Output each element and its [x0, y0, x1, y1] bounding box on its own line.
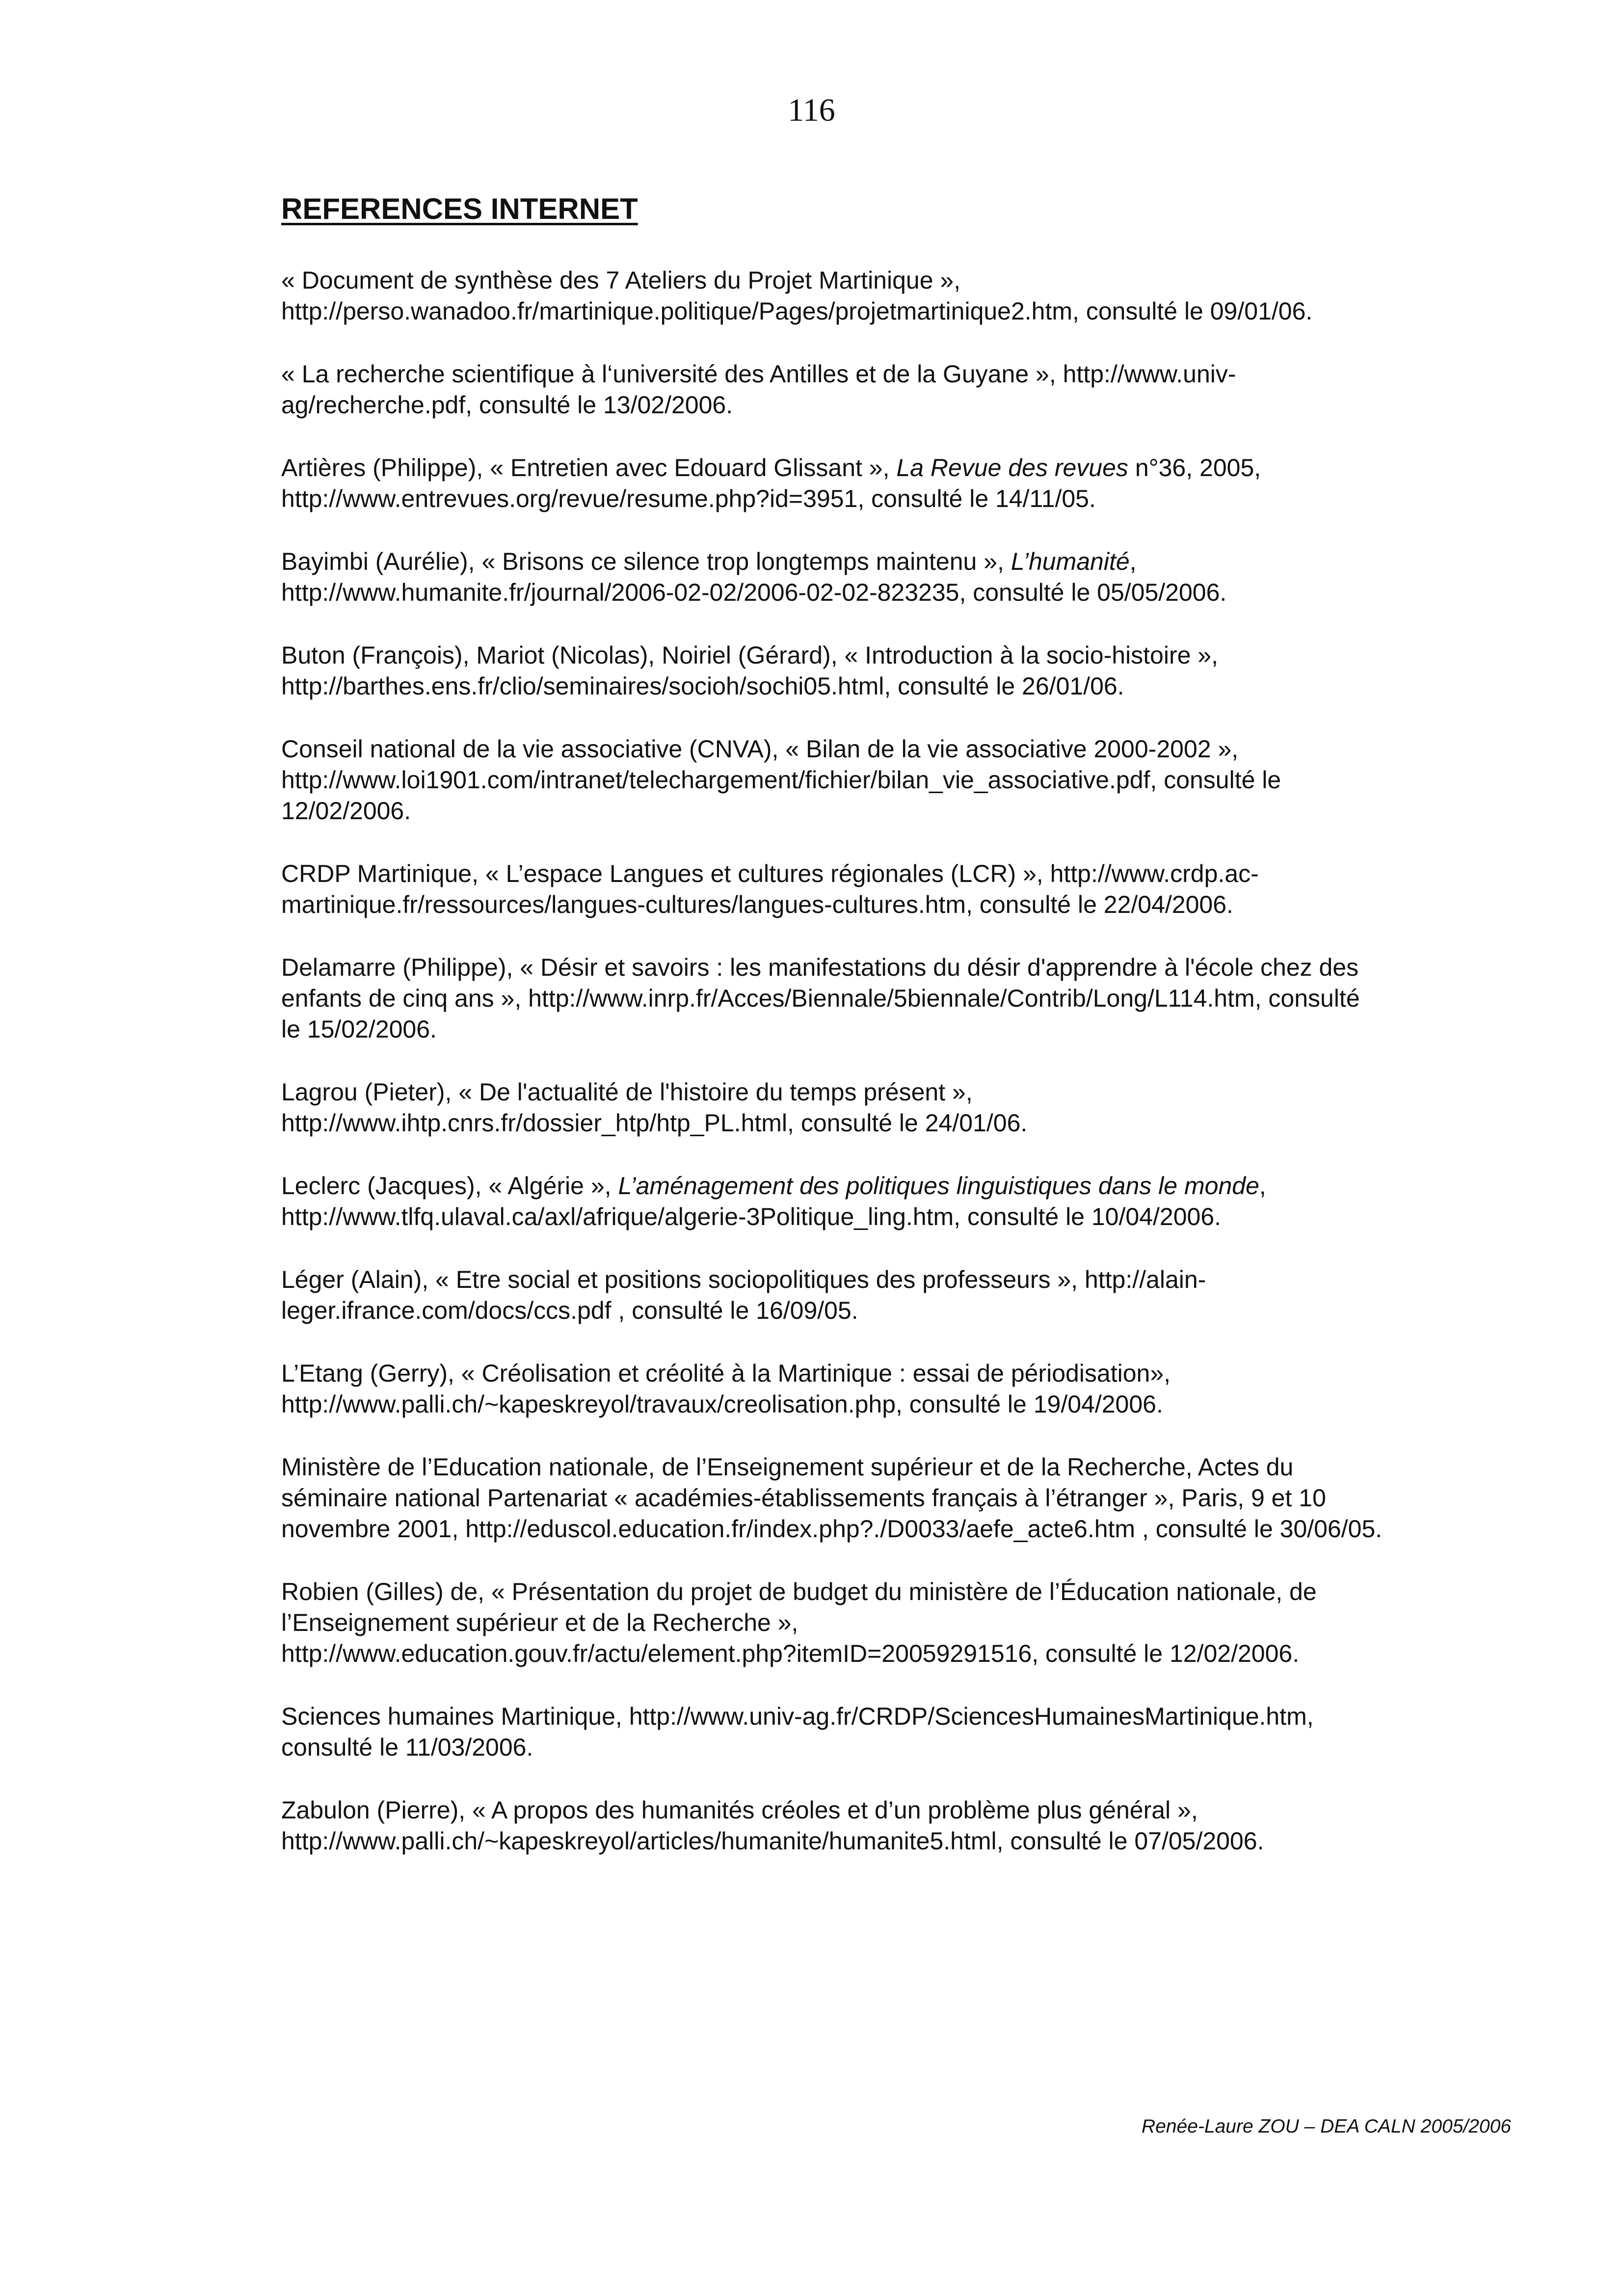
reference-item	[281, 734, 1538, 827]
reference-text: « La recherche scientifique à l‘université des Antilles et de la Guyane », http://www.univ- ag/recherche.pdf, consulté le 13/02/2006.	[281, 360, 1236, 419]
reference-text: n°36, 2005, http://www.entrevues.org/revue/resume.php?id=3951, consulté le 14/11/05.	[281, 454, 1261, 512]
reference-text: Lagrou (Pieter), « De l'actualité de l'histoire du temps présent », http://www.ihtp.cnrs.fr/dossier_htp/htp_PL.html, consulté le 24/01/06.	[281, 1078, 1028, 1137]
reference-item	[281, 858, 1538, 920]
reference-item	[281, 1077, 1538, 1139]
reference-item	[281, 640, 1538, 702]
reference-text: Conseil national de la vie associative (CNVA), « Bilan de la vie associative 2000-2002 », http://www.loi1901.com/intranet/telechargement/fichier/bilan_vie_associative.pdf, consulté le 12/02/2006.	[281, 735, 1281, 825]
page-footer: Renée-Laure ZOU – DEA CALN 2005/2006	[1142, 2116, 1511, 2137]
reference-text: Ministère de l’Education nationale, de l’Enseignement supérieur et de la Recherche, Actes du séminaire national Partenariat « académies-établissements français à l’étranger », Paris, 9 et 10 novembre 2001, http://eduscol.education.fr/index.php?./D0033/aefe_acte6.htm , consulté le 30/06/05.	[281, 1453, 1383, 1543]
reference-item	[281, 1795, 1538, 1857]
page-number: 116	[788, 92, 835, 128]
reference-text: Sciences humaines Martinique, http://www.univ-ag.fr/CRDP/SciencesHumainesMartinique.htm, consulté le 11/03/2006.	[281, 1703, 1314, 1761]
reference-text: Robien (Gilles) de, « Présentation du projet de budget du ministère de l’Éducation nationale, de l’Enseignement supérieur et de la Recherche », http://www.education.gouv.fr/actu/element.php?itemID=20059291516, consulté le 12/02/2006.	[281, 1578, 1317, 1667]
reference-text: , http://www.humanite.fr/journal/2006-02-02/2006-02-02-823235, consulté le 05/05/2006.	[281, 548, 1227, 606]
reference-item	[281, 1452, 1538, 1545]
section-heading: REFERENCES INTERNET	[281, 192, 638, 225]
reference-item	[281, 952, 1538, 1045]
reference-text: Zabulon (Pierre), « A propos des humanités créoles et d’un problème plus général », http://www.palli.ch/~kapeskreyol/articles/humanite/humanite5.html, consulté le 07/05/2006.	[281, 1796, 1264, 1855]
reference-text: , http://www.tlfq.ulaval.ca/axl/afrique/algerie-3Politique_ling.htm, consulté le 10/04/2006.	[281, 1172, 1266, 1230]
reference-text: Delamarre (Philippe), « Désir et savoirs : les manifestations du désir d'apprendre à l'école chez des enfants de cinq ans », http://www.inrp.fr/Acces/Biennale/5biennale/Contrib/Long/L114.htm, consulté le 15/02/2006.	[281, 954, 1360, 1043]
reference-title: L’humanité	[1011, 548, 1130, 575]
reference-text: CRDP Martinique, « L’espace Langues et cultures régionales (LCR) », http://www.crdp.ac- martinique.fr/ressources/langues-cultures/langues-cultures.htm, consulté le 22/04/2006.	[281, 860, 1259, 918]
reference-item	[281, 265, 1538, 327]
reference-item	[281, 1701, 1538, 1763]
reference-text: Buton (François), Mariot (Nicolas), Noiriel (Gérard), « Introduction à la socio-histoire », http://barthes.ens.fr/clio/seminaires/socioh/sochi05.html, consulté le 26/01/06.	[281, 641, 1219, 700]
reference-text: « Document de synthèse des 7 Ateliers du Projet Martinique », http://perso.wanadoo.fr/martinique.politique/Pages/projetmartinique2.htm, consulté le 09/01/06.	[281, 267, 1313, 325]
reference-text: L’Etang (Gerry), « Créolisation et créolité à la Martinique : essai de périodisation», http://www.palli.ch/~kapeskreyol/travaux/creolisation.php, consulté le 19/04/2006.	[281, 1360, 1171, 1418]
reference-item	[281, 1171, 1538, 1232]
reference-text: Artières (Philippe), « Entretien avec Edouard Glissant »,	[281, 454, 897, 481]
reference-item	[281, 1576, 1538, 1669]
reference-item	[281, 1264, 1538, 1326]
reference-list	[281, 265, 1538, 1889]
reference-item	[281, 453, 1538, 514]
reference-text: Leclerc (Jacques), « Algérie »,	[281, 1172, 618, 1200]
reference-item	[281, 546, 1538, 608]
reference-text: Bayimbi (Aurélie), « Brisons ce silence trop longtemps maintenu »,	[281, 548, 1011, 575]
reference-item	[281, 359, 1538, 421]
reference-title: L’aménagement des politiques linguistiques dans le monde	[618, 1172, 1259, 1200]
reference-item	[281, 1358, 1538, 1420]
reference-title: La Revue des revues	[896, 454, 1128, 481]
reference-text: Léger (Alain), « Etre social et positions sociopolitiques des professeurs », http://alain- leger.ifrance.com/docs/ccs.pdf , consulté le 16/09/05.	[281, 1266, 1206, 1324]
